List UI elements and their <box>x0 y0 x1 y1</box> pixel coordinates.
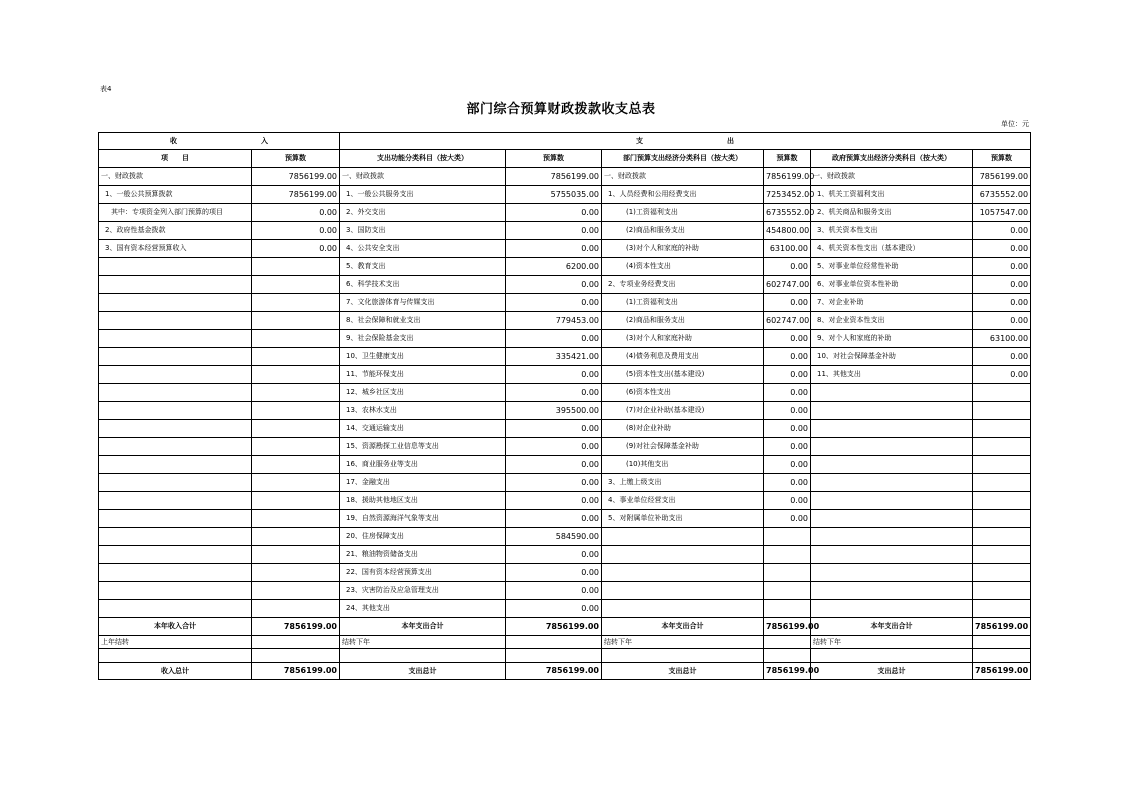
income-value <box>252 510 340 528</box>
func-item: 1、一般公共服务支出 <box>340 186 506 204</box>
income-value <box>252 474 340 492</box>
income-value <box>252 564 340 582</box>
dept-value: 0.00 <box>764 492 811 510</box>
income-item <box>99 348 252 366</box>
table-row <box>99 366 1031 384</box>
income-item: 一、财政拨款 <box>99 168 252 186</box>
income-item <box>99 528 252 546</box>
func-item: 17、金融支出 <box>340 474 506 492</box>
income-value: 0.00 <box>252 222 340 240</box>
income-item <box>99 438 252 456</box>
dept-item: (8)对企业补助 <box>602 420 764 438</box>
dept-value <box>764 582 811 600</box>
gov-item: 6、对事业单位资本性补助 <box>811 276 973 294</box>
income-value <box>252 438 340 456</box>
income-value <box>252 330 340 348</box>
dept-carry-label: 结转下年 <box>602 636 764 649</box>
dept-carry-value <box>764 636 811 649</box>
gov-value: 0.00 <box>973 312 1031 330</box>
table-row <box>99 564 1031 582</box>
func-item: 5、教育支出 <box>340 258 506 276</box>
dept-item <box>602 564 764 582</box>
gov-value: 1057547.00 <box>973 204 1031 222</box>
func-value: 0.00 <box>506 600 602 618</box>
func-item: 8、社会保障和就业支出 <box>340 312 506 330</box>
gov-item: 5、对事业单位经常性补助 <box>811 258 973 276</box>
dept-value: 6735552.00 <box>764 204 811 222</box>
func-item: 4、公共安全支出 <box>340 240 506 258</box>
dept-value: 0.00 <box>764 366 811 384</box>
col-header-func: 支出功能分类科目（按大类） <box>340 150 506 168</box>
dept-item: (7)对企业补助(基本建设) <box>602 402 764 420</box>
func-value: 0.00 <box>506 384 602 402</box>
gov-value <box>973 438 1031 456</box>
dept-value: 0.00 <box>764 258 811 276</box>
func-value: 0.00 <box>506 366 602 384</box>
grand-total-row <box>99 663 1031 680</box>
func-item: 14、交通运输支出 <box>340 420 506 438</box>
dept-item: (1)工资福利支出 <box>602 294 764 312</box>
table-row <box>99 168 1031 186</box>
dept-item: (10)其他支出 <box>602 456 764 474</box>
dept-item: 2、专项业务经费支出 <box>602 276 764 294</box>
dept-value: 0.00 <box>764 384 811 402</box>
dept-item: (4)债务利息及费用支出 <box>602 348 764 366</box>
gov-item <box>811 438 973 456</box>
dept-value: 0.00 <box>764 348 811 366</box>
dept-value: 63100.00 <box>764 240 811 258</box>
gov-item: 8、对企业资本性支出 <box>811 312 973 330</box>
func-value: 0.00 <box>506 240 602 258</box>
table-row <box>99 510 1031 528</box>
income-value <box>252 402 340 420</box>
gov-item <box>811 384 973 402</box>
dept-item: (3)对个人和家庭的补助 <box>602 240 764 258</box>
gov-value: 0.00 <box>973 222 1031 240</box>
func-item: 12、城乡社区支出 <box>340 384 506 402</box>
income-item: 1、一般公共预算拨款 <box>99 186 252 204</box>
gov-value: 0.00 <box>973 240 1031 258</box>
dept-item: 3、上缴上级支出 <box>602 474 764 492</box>
func-value: 0.00 <box>506 330 602 348</box>
dept-item <box>602 600 764 618</box>
table-row <box>99 330 1031 348</box>
gov-total-label: 本年支出合计 <box>811 618 973 636</box>
func-carry-label: 结转下年 <box>340 636 506 649</box>
spacer-cell <box>602 649 764 663</box>
income-grand-label: 收入总计 <box>99 663 252 680</box>
dept-value: 0.00 <box>764 438 811 456</box>
income-item <box>99 456 252 474</box>
income-total-label: 本年收入合计 <box>99 618 252 636</box>
income-value <box>252 528 340 546</box>
dept-item: (3)对个人和家庭补助 <box>602 330 764 348</box>
income-value <box>252 312 340 330</box>
gov-total-value: 7856199.00 <box>973 618 1031 636</box>
gov-value <box>973 420 1031 438</box>
income-item <box>99 276 252 294</box>
gov-value <box>973 582 1031 600</box>
gov-value <box>973 510 1031 528</box>
dept-value: 0.00 <box>764 474 811 492</box>
income-value: 0.00 <box>252 240 340 258</box>
func-value: 0.00 <box>506 294 602 312</box>
income-value: 0.00 <box>252 204 340 222</box>
gov-item <box>811 564 973 582</box>
gov-item: 1、机关工资福利支出 <box>811 186 973 204</box>
gov-item <box>811 456 973 474</box>
spacer-row <box>99 649 1031 663</box>
income-item <box>99 294 252 312</box>
table-row <box>99 582 1031 600</box>
gov-value <box>973 456 1031 474</box>
income-group-header: 收 入 <box>99 133 340 150</box>
func-value: 5755035.00 <box>506 186 602 204</box>
gov-value: 0.00 <box>973 276 1031 294</box>
func-item: 15、资源勘探工业信息等支出 <box>340 438 506 456</box>
dept-value: 7856199.00 <box>764 168 811 186</box>
income-value: 7856199.00 <box>252 186 340 204</box>
func-item: 6、科学技术支出 <box>340 276 506 294</box>
func-value: 0.00 <box>506 222 602 240</box>
func-value: 584590.00 <box>506 528 602 546</box>
table-row <box>99 348 1031 366</box>
gov-item <box>811 492 973 510</box>
income-value <box>252 258 340 276</box>
dept-value <box>764 528 811 546</box>
table-row <box>99 294 1031 312</box>
income-total-value: 7856199.00 <box>252 618 340 636</box>
dept-item: (2)商品和服务支出 <box>602 312 764 330</box>
table-row <box>99 402 1031 420</box>
func-value: 0.00 <box>506 546 602 564</box>
dept-value: 454800.00 <box>764 222 811 240</box>
gov-item <box>811 528 973 546</box>
income-item <box>99 546 252 564</box>
carry-over-row <box>99 636 1031 649</box>
func-item: 16、商业服务业等支出 <box>340 456 506 474</box>
income-item <box>99 312 252 330</box>
col-header-func-budget: 预算数 <box>506 150 602 168</box>
income-item: 其中：专项资金列入部门预算的项目 <box>99 204 252 222</box>
col-header-income-budget: 预算数 <box>252 150 340 168</box>
table-row <box>99 384 1031 402</box>
gov-value: 0.00 <box>973 366 1031 384</box>
income-value <box>252 600 340 618</box>
table-row <box>99 420 1031 438</box>
gov-value <box>973 492 1031 510</box>
income-item <box>99 510 252 528</box>
func-value: 0.00 <box>506 492 602 510</box>
func-value: 0.00 <box>506 564 602 582</box>
gov-item: 10、对社会保障基金补助 <box>811 348 973 366</box>
dept-value: 0.00 <box>764 294 811 312</box>
func-item: 一、财政拨款 <box>340 168 506 186</box>
func-item: 22、国有资本经营预算支出 <box>340 564 506 582</box>
func-value: 7856199.00 <box>506 168 602 186</box>
gov-item <box>811 474 973 492</box>
table-row <box>99 240 1031 258</box>
func-carry-value <box>506 636 602 649</box>
dept-item: (5)资本性支出(基本建设) <box>602 366 764 384</box>
gov-item <box>811 582 973 600</box>
func-item: 9、社会保险基金支出 <box>340 330 506 348</box>
func-item: 7、文化旅游体育与传媒支出 <box>340 294 506 312</box>
func-value: 0.00 <box>506 204 602 222</box>
func-value: 0.00 <box>506 276 602 294</box>
func-item: 3、国防支出 <box>340 222 506 240</box>
func-item: 18、援助其他地区支出 <box>340 492 506 510</box>
func-item: 13、农林水支出 <box>340 402 506 420</box>
income-item <box>99 564 252 582</box>
spacer-cell <box>99 649 252 663</box>
table-row <box>99 474 1031 492</box>
gov-value <box>973 600 1031 618</box>
dept-item: 1、人员经费和公用经费支出 <box>602 186 764 204</box>
dept-item: 一、财政拨款 <box>602 168 764 186</box>
dept-value <box>764 600 811 618</box>
income-item <box>99 600 252 618</box>
dept-total-value: 7856199.00 <box>764 618 811 636</box>
func-item: 10、卫生健康支出 <box>340 348 506 366</box>
func-value: 6200.00 <box>506 258 602 276</box>
table-row <box>99 438 1031 456</box>
table-row <box>99 258 1031 276</box>
gov-item: 4、机关资本性支出（基本建设） <box>811 240 973 258</box>
gov-value: 6735552.00 <box>973 186 1031 204</box>
dept-grand-label: 支出总计 <box>602 663 764 680</box>
gov-carry-value <box>973 636 1031 649</box>
unit-label: 单位：元 <box>1001 120 1029 128</box>
table-row <box>99 546 1031 564</box>
income-item <box>99 258 252 276</box>
table-header-row <box>99 150 1031 168</box>
income-value <box>252 546 340 564</box>
gov-item: 3、机关资本性支出 <box>811 222 973 240</box>
income-item <box>99 402 252 420</box>
dept-item <box>602 582 764 600</box>
page-title: 部门综合预算财政拨款收支总表 <box>466 102 656 117</box>
gov-grand-label: 支出总计 <box>811 663 973 680</box>
gov-value: 0.00 <box>973 348 1031 366</box>
func-value: 0.00 <box>506 474 602 492</box>
col-header-dept-econ: 部门预算支出经济分类科目（按大类） <box>602 150 764 168</box>
func-value: 779453.00 <box>506 312 602 330</box>
income-item <box>99 492 252 510</box>
gov-value: 7856199.00 <box>973 168 1031 186</box>
col-header-gov-budget: 预算数 <box>973 150 1031 168</box>
dept-value <box>764 546 811 564</box>
func-total-value: 7856199.00 <box>506 618 602 636</box>
dept-total-label: 本年支出合计 <box>602 618 764 636</box>
dept-item: (4)资本性支出 <box>602 258 764 276</box>
func-item: 2、外交支出 <box>340 204 506 222</box>
spacer-cell <box>764 649 811 663</box>
income-value <box>252 348 340 366</box>
dept-item <box>602 528 764 546</box>
spacer-cell <box>811 649 973 663</box>
gov-value <box>973 402 1031 420</box>
func-value: 0.00 <box>506 510 602 528</box>
spacer-cell <box>340 649 506 663</box>
income-item <box>99 474 252 492</box>
gov-value: 0.00 <box>973 294 1031 312</box>
dept-item: (2)商品和服务支出 <box>602 222 764 240</box>
dept-item: (9)对社会保障基金补助 <box>602 438 764 456</box>
table-row <box>99 600 1031 618</box>
income-grand-value: 7856199.00 <box>252 663 340 680</box>
income-value <box>252 294 340 312</box>
spacer-cell <box>506 649 602 663</box>
income-value <box>252 384 340 402</box>
dept-value: 0.00 <box>764 402 811 420</box>
gov-item <box>811 402 973 420</box>
dept-item: 5、对附属单位补助支出 <box>602 510 764 528</box>
table-row <box>99 456 1031 474</box>
func-value: 0.00 <box>506 438 602 456</box>
gov-item: 2、机关商品和服务支出 <box>811 204 973 222</box>
income-item <box>99 384 252 402</box>
gov-item: 7、对企业补助 <box>811 294 973 312</box>
func-item: 20、住房保障支出 <box>340 528 506 546</box>
table-row <box>99 276 1031 294</box>
spacer-cell <box>973 649 1031 663</box>
table-row <box>99 492 1031 510</box>
dept-value: 602747.00 <box>764 312 811 330</box>
gov-carry-label: 结转下年 <box>811 636 973 649</box>
dept-value: 0.00 <box>764 420 811 438</box>
gov-grand-value: 7856199.00 <box>973 663 1031 680</box>
gov-value: 63100.00 <box>973 330 1031 348</box>
gov-item <box>811 510 973 528</box>
gov-item: 11、其他支出 <box>811 366 973 384</box>
gov-item: 一、财政拨款 <box>811 168 973 186</box>
dept-item <box>602 546 764 564</box>
table-row <box>99 222 1031 240</box>
table-header-group-row <box>99 133 1031 150</box>
dept-value: 602747.00 <box>764 276 811 294</box>
dept-value: 0.00 <box>764 330 811 348</box>
table-row <box>99 312 1031 330</box>
gov-value <box>973 474 1031 492</box>
gov-item: 9、对个人和家庭的补助 <box>811 330 973 348</box>
func-item: 21、粮油物资储备支出 <box>340 546 506 564</box>
func-value: 0.00 <box>506 582 602 600</box>
income-value <box>252 366 340 384</box>
expense-group-header: 支 出 <box>340 133 1031 150</box>
gov-value: 0.00 <box>973 258 1031 276</box>
table-row <box>99 528 1031 546</box>
gov-value <box>973 546 1031 564</box>
prior-carry-value <box>252 636 340 649</box>
income-item <box>99 582 252 600</box>
table-row <box>99 204 1031 222</box>
gov-value <box>973 384 1031 402</box>
col-header-item: 项 目 <box>99 150 252 168</box>
income-item <box>99 366 252 384</box>
sheet-label: 表4 <box>100 85 112 93</box>
col-header-dept-budget: 预算数 <box>764 150 811 168</box>
gov-item <box>811 420 973 438</box>
budget-summary-table <box>98 132 1031 680</box>
income-item <box>99 420 252 438</box>
dept-item: (6)资本性支出 <box>602 384 764 402</box>
dept-value: 0.00 <box>764 510 811 528</box>
func-grand-value: 7856199.00 <box>506 663 602 680</box>
income-item <box>99 330 252 348</box>
gov-item <box>811 546 973 564</box>
dept-grand-value: 7856199.00 <box>764 663 811 680</box>
func-value: 0.00 <box>506 420 602 438</box>
table-row <box>99 186 1031 204</box>
dept-item: 4、事业单位经营支出 <box>602 492 764 510</box>
func-item: 11、节能环保支出 <box>340 366 506 384</box>
income-item: 2、政府性基金拨款 <box>99 222 252 240</box>
gov-item <box>811 600 973 618</box>
income-item: 3、国有资本经营预算收入 <box>99 240 252 258</box>
func-value: 395500.00 <box>506 402 602 420</box>
income-value <box>252 492 340 510</box>
col-header-gov-econ: 政府预算支出经济分类科目（按大类） <box>811 150 973 168</box>
func-item: 19、自然资源海洋气象等支出 <box>340 510 506 528</box>
income-value <box>252 456 340 474</box>
func-total-label: 本年支出合计 <box>340 618 506 636</box>
dept-item: (1)工资福利支出 <box>602 204 764 222</box>
func-value: 335421.00 <box>506 348 602 366</box>
dept-value: 7253452.00 <box>764 186 811 204</box>
income-value <box>252 420 340 438</box>
func-value: 0.00 <box>506 456 602 474</box>
func-item: 23、灾害防治及应急管理支出 <box>340 582 506 600</box>
income-value <box>252 276 340 294</box>
gov-value <box>973 564 1031 582</box>
gov-value <box>973 528 1031 546</box>
dept-value: 0.00 <box>764 456 811 474</box>
spacer-cell <box>252 649 340 663</box>
income-value: 7856199.00 <box>252 168 340 186</box>
func-grand-label: 支出总计 <box>340 663 506 680</box>
dept-value <box>764 564 811 582</box>
income-value <box>252 582 340 600</box>
prior-carry-label: 上年结转 <box>99 636 252 649</box>
annual-total-row <box>99 618 1031 636</box>
func-item: 24、其他支出 <box>340 600 506 618</box>
